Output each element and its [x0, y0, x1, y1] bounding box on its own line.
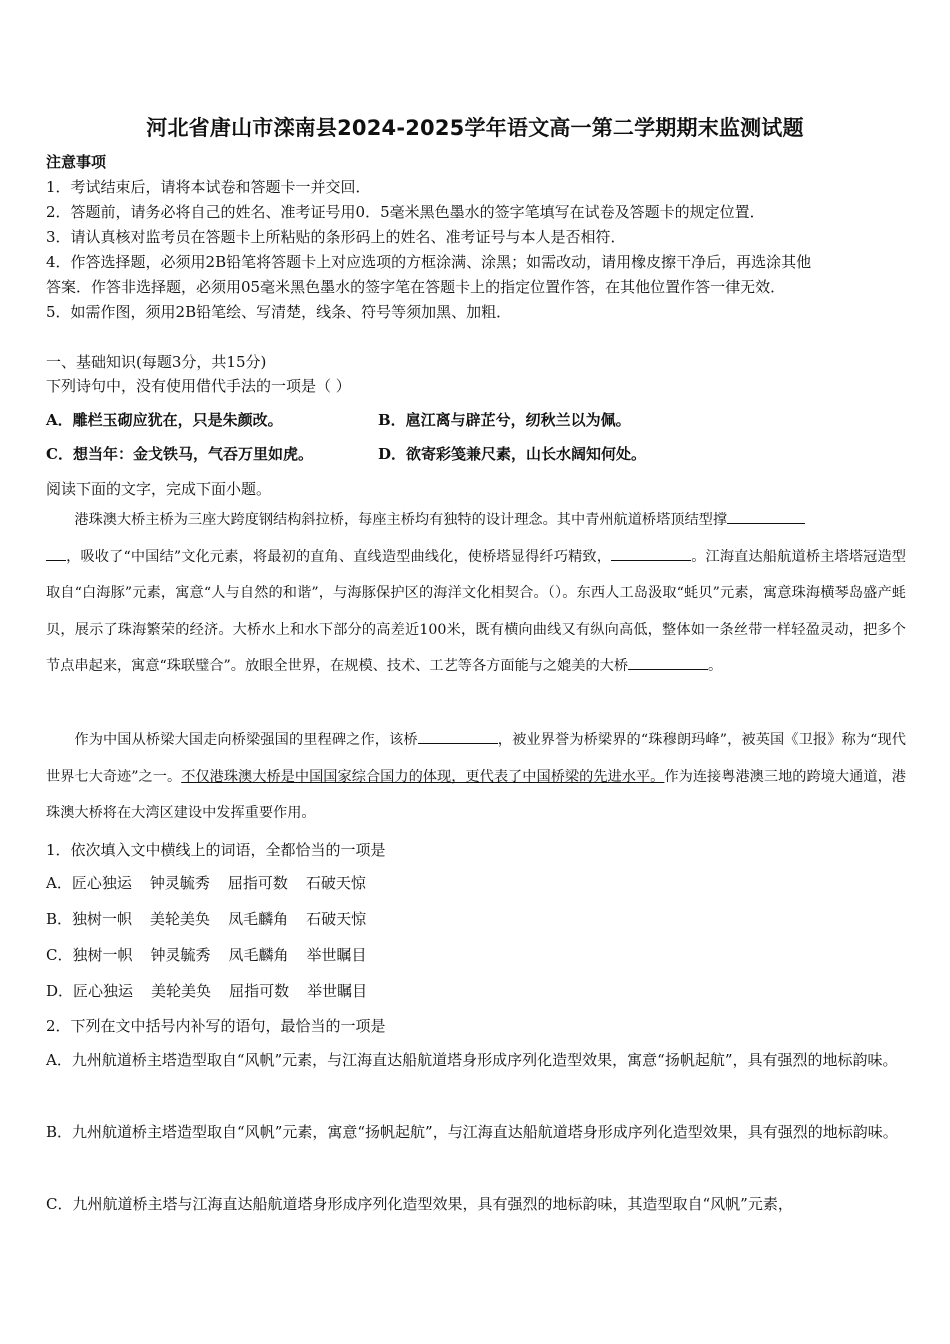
option-word: 举世瞩目 — [306, 946, 367, 964]
q2-option-b: B．九州航道桥主塔造型取自“风帆”元素，寓意“扬帆起航”，与江海直达船航道塔身形成序列化造型效果，具有强烈的地标韵味。 — [46, 1123, 898, 1141]
option-word: 石破天惊 — [305, 874, 366, 892]
question-2-stem: 2．下列在文中括号内补写的语句，最恰当的一项是 — [46, 1017, 386, 1035]
option-a: A．雕栏玉砌应犹在，只是朱颜改。 — [46, 411, 283, 429]
option-word: 屈指可数 — [229, 982, 290, 1000]
question-stem: 下列诗句中，没有使用借代手法的一项是（ ） — [46, 377, 351, 395]
option-word: 举世瞩目 — [307, 982, 368, 1000]
paragraph-text: ，吸收了“中国结”文化元素，将最初的直角、直线造型曲线化，使桥塔显得纤巧精致， — [66, 548, 612, 565]
option-word: 钟灵毓秀 — [149, 874, 210, 892]
option-word: 独树一帜 — [72, 910, 133, 928]
option-label: D． — [46, 982, 74, 1000]
fill-blank — [418, 729, 498, 744]
paragraph-text: 作为中国从桥梁大国走向桥梁强国的里程碑之作，该桥 — [74, 732, 418, 748]
reading-intro: 阅读下面的文字，完成下面小题。 — [46, 480, 272, 498]
page-title: 河北省唐山市滦南县2024-2025学年语文高一第二学期期末监测试题 — [146, 116, 804, 140]
section-heading: 一、基础知识(每题3分，共15分) — [46, 353, 267, 371]
paragraph-text: ）。东西人工岛汲取“蚝贝”元素，寓意珠海横琴岛盛产蚝贝，展示了珠海繁荣的经济。大桥水上和水下部分的高差近100米，既有横向曲线又有纵向高低，整体如一条丝带一样轻盈灵动，把多个节点串起来，寓意“珠联璧合”。放眼全世界，在规模、技术、工艺等各方面能与之媲美的大桥 — [46, 585, 906, 674]
paragraph-text: 。 — [708, 658, 723, 674]
fill-blank — [628, 655, 708, 670]
q1-option-a — [46, 873, 384, 893]
notice-item: 5．如需作图，须用2B铅笔绘、写清楚，线条、符号等须加黑、加粗． — [46, 303, 512, 321]
underlined-sentence: 不仅港珠澳大桥是中国国家综合国力的体现，更代表了中国桥梁的先进水平。 — [181, 768, 665, 785]
q1-option-b — [46, 909, 384, 929]
option-word: 独树一帜 — [72, 946, 133, 964]
notice-item: 2．答题前，请务必将自己的姓名、准考证号用0．5毫米黑色墨水的签字笔填写在试卷及答题卡的规定位置． — [46, 203, 765, 221]
q1-option-d — [46, 981, 385, 1001]
fill-blank — [727, 509, 805, 524]
option-word: 凤毛麟角 — [228, 946, 289, 964]
notice-item: 4．作答选择题，必须用2B铅笔将答题卡上对应选项的方框涂满、涂黑；如需改动，请用橡皮擦干净后，再选涂其他 — [46, 253, 812, 271]
option-word: 美轮美奂 — [151, 982, 212, 1000]
option-c: C．想当年：金戈铁马，气吞万里如虎。 — [46, 445, 313, 463]
option-word: 屈指可数 — [227, 874, 288, 892]
notice-item: 1．考试结束后，请将本试卷和答题卡一并交回． — [46, 178, 371, 196]
notice-item: 答案．作答非选择题，必须用05毫米黑色墨水的签字笔在答题卡上的指定位置作答，在其他位置作答一律无效． — [46, 278, 786, 296]
option-word: 石破天惊 — [306, 910, 367, 928]
q1-option-c — [46, 945, 385, 965]
option-word: 美轮美奂 — [150, 910, 211, 928]
option-b: B．扈江离与辟芷兮，纫秋兰以为佩。 — [378, 411, 631, 429]
question-1-stem: 1．依次填入文中横线上的词语，全都恰当的一项是 — [46, 841, 386, 859]
option-word: 匠心独运 — [71, 874, 132, 892]
option-word: 匠心独运 — [73, 982, 134, 1000]
notice-item: 3．请认真核对监考员在答题卡上所粘贴的条形码上的姓名、准考证号与本人是否相符． — [46, 228, 626, 246]
fill-blank — [611, 546, 691, 561]
paragraph-text: 作为连接粤港澳三地的跨境大通道，港珠澳大桥将在大湾区建设中发挥重要作用。 — [46, 768, 906, 821]
reading-paragraph-1 — [46, 502, 906, 685]
q2-option-c: C．九州航道桥主塔与江海直达船航道塔身形成序列化造型效果，具有强烈的地标韵味，其造型取自“风帆”元素， — [46, 1195, 793, 1213]
paragraph-text: 。江海直达船航道桥主塔塔冠造型取自“白海豚”元素，寓意“人与自然的和谐”，与海豚保护区的海洋文化相契合。（ — [46, 548, 906, 601]
notice-heading: 注意事项 — [46, 153, 107, 171]
paragraph-text: ，被业界誉为桥梁界的“珠穆朗玛峰”，被英国《卫报》称为“现代世界七大奇迹”之一。 — [46, 732, 906, 785]
option-label: C． — [46, 946, 73, 964]
option-label: B． — [46, 910, 73, 928]
option-word: 凤毛麟角 — [228, 910, 289, 928]
paragraph-text: 港珠澳大桥主桥为三座大跨度钢结构斜拉桥，每座主桥均有独特的设计理念。其中青州航道桥塔顶结型撑 — [74, 512, 728, 528]
q2-option-a: A．九州航道桥主塔造型取自“风帆”元素，与江海直达船航道塔身形成序列化造型效果，寓意“扬帆起航”，具有强烈的地标韵味。 — [46, 1051, 898, 1069]
fill-blank — [46, 546, 66, 561]
option-word: 钟灵毓秀 — [150, 946, 211, 964]
option-d: D．欲寄彩笺兼尺素，山长水阔知何处。 — [378, 445, 647, 463]
option-label: A． — [46, 874, 72, 892]
reading-paragraph-2 — [46, 722, 906, 832]
